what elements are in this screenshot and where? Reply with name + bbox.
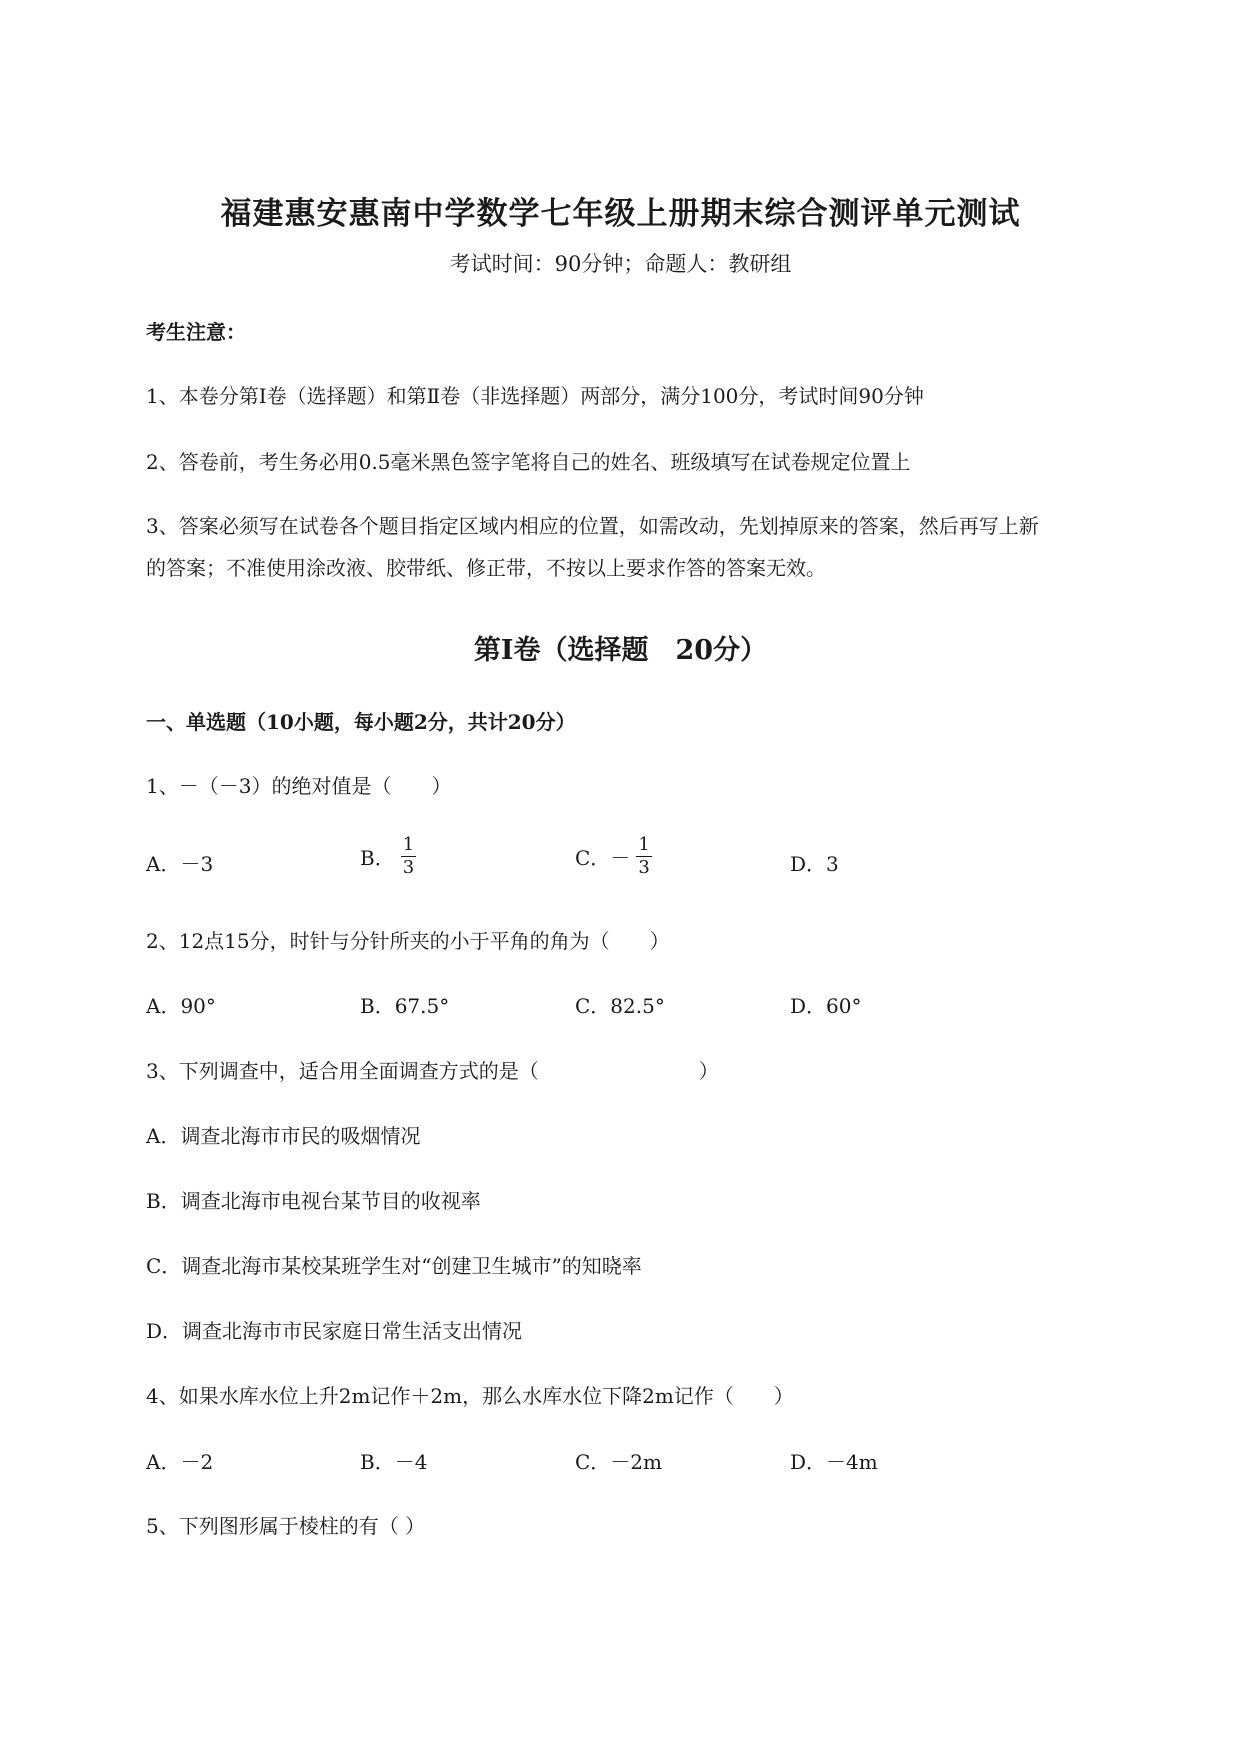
question-3-option-d: D．调查北海市市民家庭日常生活支出情况 <box>146 1319 523 1343</box>
question-1-stem: 1、－（－3）的绝对值是（ ） <box>146 774 452 798</box>
question-1-option-d: D．3 <box>790 852 839 876</box>
exam-subtitle: 考试时间：90分钟；命题人：教研组 <box>449 252 792 276</box>
question-1-option-c <box>575 834 652 879</box>
question-3-stem: 3、下列调查中，适合用全面调查方式的是（ ） <box>146 1059 719 1083</box>
question-5-stem: 5、下列图形属于棱柱的有（ ） <box>146 1514 426 1538</box>
question-2-option-c: C．82.5° <box>575 994 665 1018</box>
fraction-one-third <box>636 834 651 879</box>
question-2-option-a: A．90° <box>146 994 216 1018</box>
question-4-option-d: D．－4m <box>790 1450 878 1474</box>
question-4-option-b: B．－4 <box>360 1450 428 1474</box>
question-1-option-b <box>360 834 416 879</box>
question-2-option-d: D．60° <box>790 994 862 1018</box>
notice-item-1: 1、本卷分第I卷（选择题）和第Ⅱ卷（非选择题）两部分，满分100分，考试时间90分钟 <box>146 384 924 408</box>
fraction-denominator: 3 <box>638 857 650 878</box>
question-4-option-a: A．－2 <box>146 1450 214 1474</box>
question-2-stem: 2、12点15分，时针与分针所夹的小于平角的角为（ ） <box>146 929 670 953</box>
notice-item-3-continued: 的答案；不准使用涂改液、胶带纸、修正带，不按以上要求作答的答案无效。 <box>146 556 826 580</box>
notice-heading: 考生注意： <box>146 320 246 344</box>
part-heading: 一、单选题（10小题，每小题2分，共计20分） <box>146 710 576 734</box>
exam-title: 福建惠安惠南中学数学七年级上册期末综合测评单元测试 <box>220 196 1021 232</box>
question-3-option-c: C．调查北海市某校某班学生对“创建卫生城市”的知晓率 <box>146 1254 642 1278</box>
option-c-label: C．－ <box>575 846 631 870</box>
fraction-numerator: 1 <box>638 834 650 855</box>
fraction-one-third <box>401 834 416 879</box>
question-3-option-a: A．调查北海市市民的吸烟情况 <box>146 1124 421 1148</box>
fraction-denominator: 3 <box>402 857 415 878</box>
fraction-numerator: 1 <box>402 834 415 855</box>
question-4-option-c: C．－2m <box>575 1450 662 1474</box>
question-3-option-b: B．调查北海市电视台某节目的收视率 <box>146 1189 481 1213</box>
question-4-stem: 4、如果水库水位上升2m记作＋2m，那么水库水位下降2m记作（ ） <box>146 1384 794 1408</box>
notice-item-2: 2、答卷前，考生务必用0.5毫米黑色签字笔将自己的姓名、班级填写在试卷规定位置上 <box>146 450 911 474</box>
question-2-option-b: B．67.5° <box>360 994 450 1018</box>
question-1-option-a: A．－3 <box>146 852 214 876</box>
option-b-label: B． <box>360 846 395 870</box>
notice-item-3: 3、答案必须写在试卷各个题目指定区域内相应的位置，如需改动，先划掉原来的答案，然后再写上新 <box>146 514 1039 538</box>
section-title: 第I卷（选择题 20分） <box>473 635 768 666</box>
